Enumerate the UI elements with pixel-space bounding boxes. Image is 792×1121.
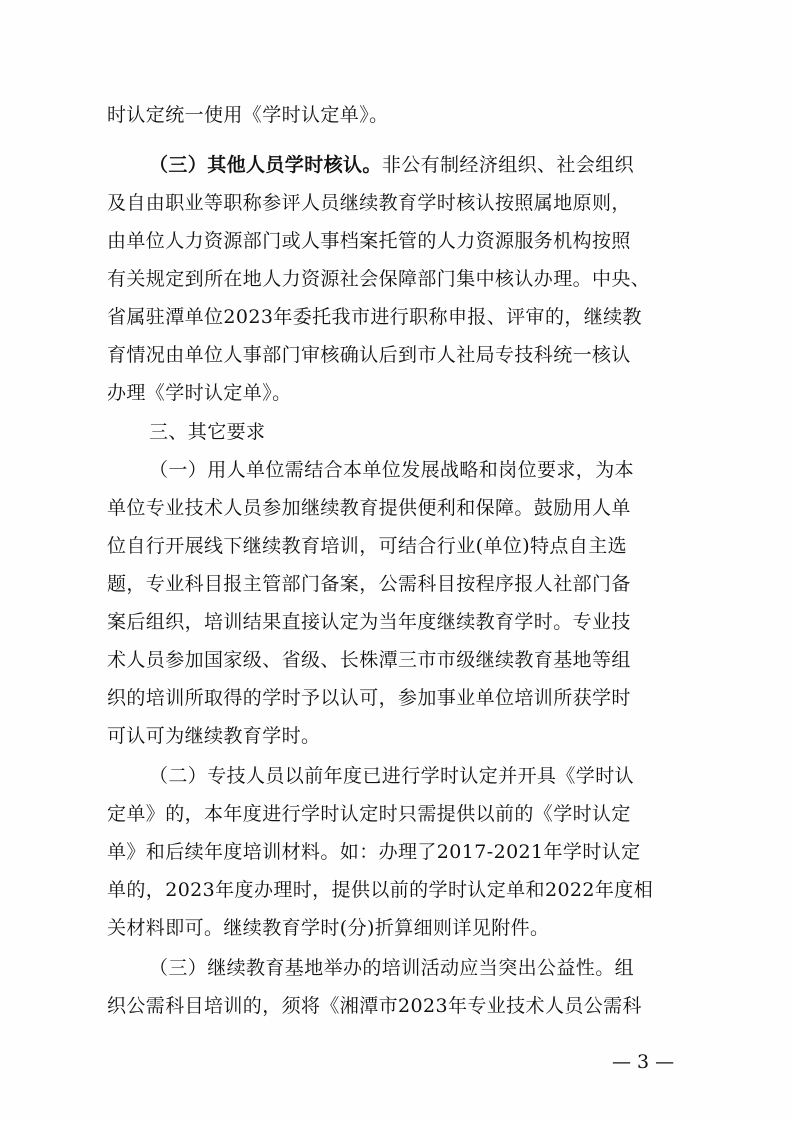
text-line-13: 题，专业科目报主管部门备案，公需科目按程序报人社部门备 [107,573,631,595]
text-line-6: 省属驻潭单位2023年委托我市进行职称申报、评审的，继续教 [107,306,642,328]
text-line-2-body: 非公有制经济组织、社会组织 [381,154,635,176]
text-line-10: （一）用人单位需结合本单位发展战略和岗位要求，为本 [149,459,635,481]
text-line-24: 织公需科目培训的，须将《湘潭市2023年专业技术人员公需科 [107,995,642,1017]
subsection-heading: （三）其他人员学时核认。 [149,154,382,176]
text-line-8: 办理《学时认定单》。 [107,382,292,404]
text-line-20: 单》和后续年度培训材料。如：办理了2017-2021年学时认定 [107,841,641,863]
text-line-7: 育情况由单位人事部门审核确认后到市人社局专技科统一核认 [107,344,631,366]
text-line-21: 单的，2023年度办理时，提供以前的学时认定单和2022年度相 [107,879,654,901]
text-line-17: 可认可为继续教育学时。 [107,725,321,747]
text-line-19: 定单》的，本年度进行学时认定时只需提供以前的《学时认定 [107,803,631,825]
text-line-18: （二）专技人员以前年度已进行学时认定并开具《学时认 [149,765,635,787]
text-line-14: 案后组织，培训结果直接认定为当年度继续教育学时。专业技 [107,611,631,633]
text-line-22: 关材料即可。继续教育学时(分)折算细则详见附件。 [107,917,550,939]
text-line-4: 由单位人力资源部门或人事档案托管的人力资源服务机构按照 [107,230,631,252]
page-number: — 3 — [612,1051,675,1073]
section-heading: 三、其它要求 [149,421,266,443]
text-line-2 [149,153,689,177]
text-line-16: 织的培训所取得的学时予以认可，参加事业单位培训所获学时 [107,687,631,709]
text-line-1: 时认定统一使用《学时认定单》。 [107,104,389,126]
text-line-15: 术人员参加国家级、省级、长株潭三市市级继续教育基地等组 [107,649,631,671]
text-line-23: （三）继续教育基地举办的培训活动应当突出公益性。组 [149,957,635,979]
text-line-12: 位自行开展线下继续教育培训，可结合行业(单位)特点自主选 [107,535,628,557]
text-line-3: 及自由职业等职称参评人员继续教育学时核认按照属地原则， [107,192,631,214]
text-line-5: 有关规定到所在地人力资源社会保障部门集中核认办理。中央、 [107,268,651,290]
text-line-11: 单位专业技术人员参加继续教育提供便利和保障。鼓励用人单 [107,497,631,519]
